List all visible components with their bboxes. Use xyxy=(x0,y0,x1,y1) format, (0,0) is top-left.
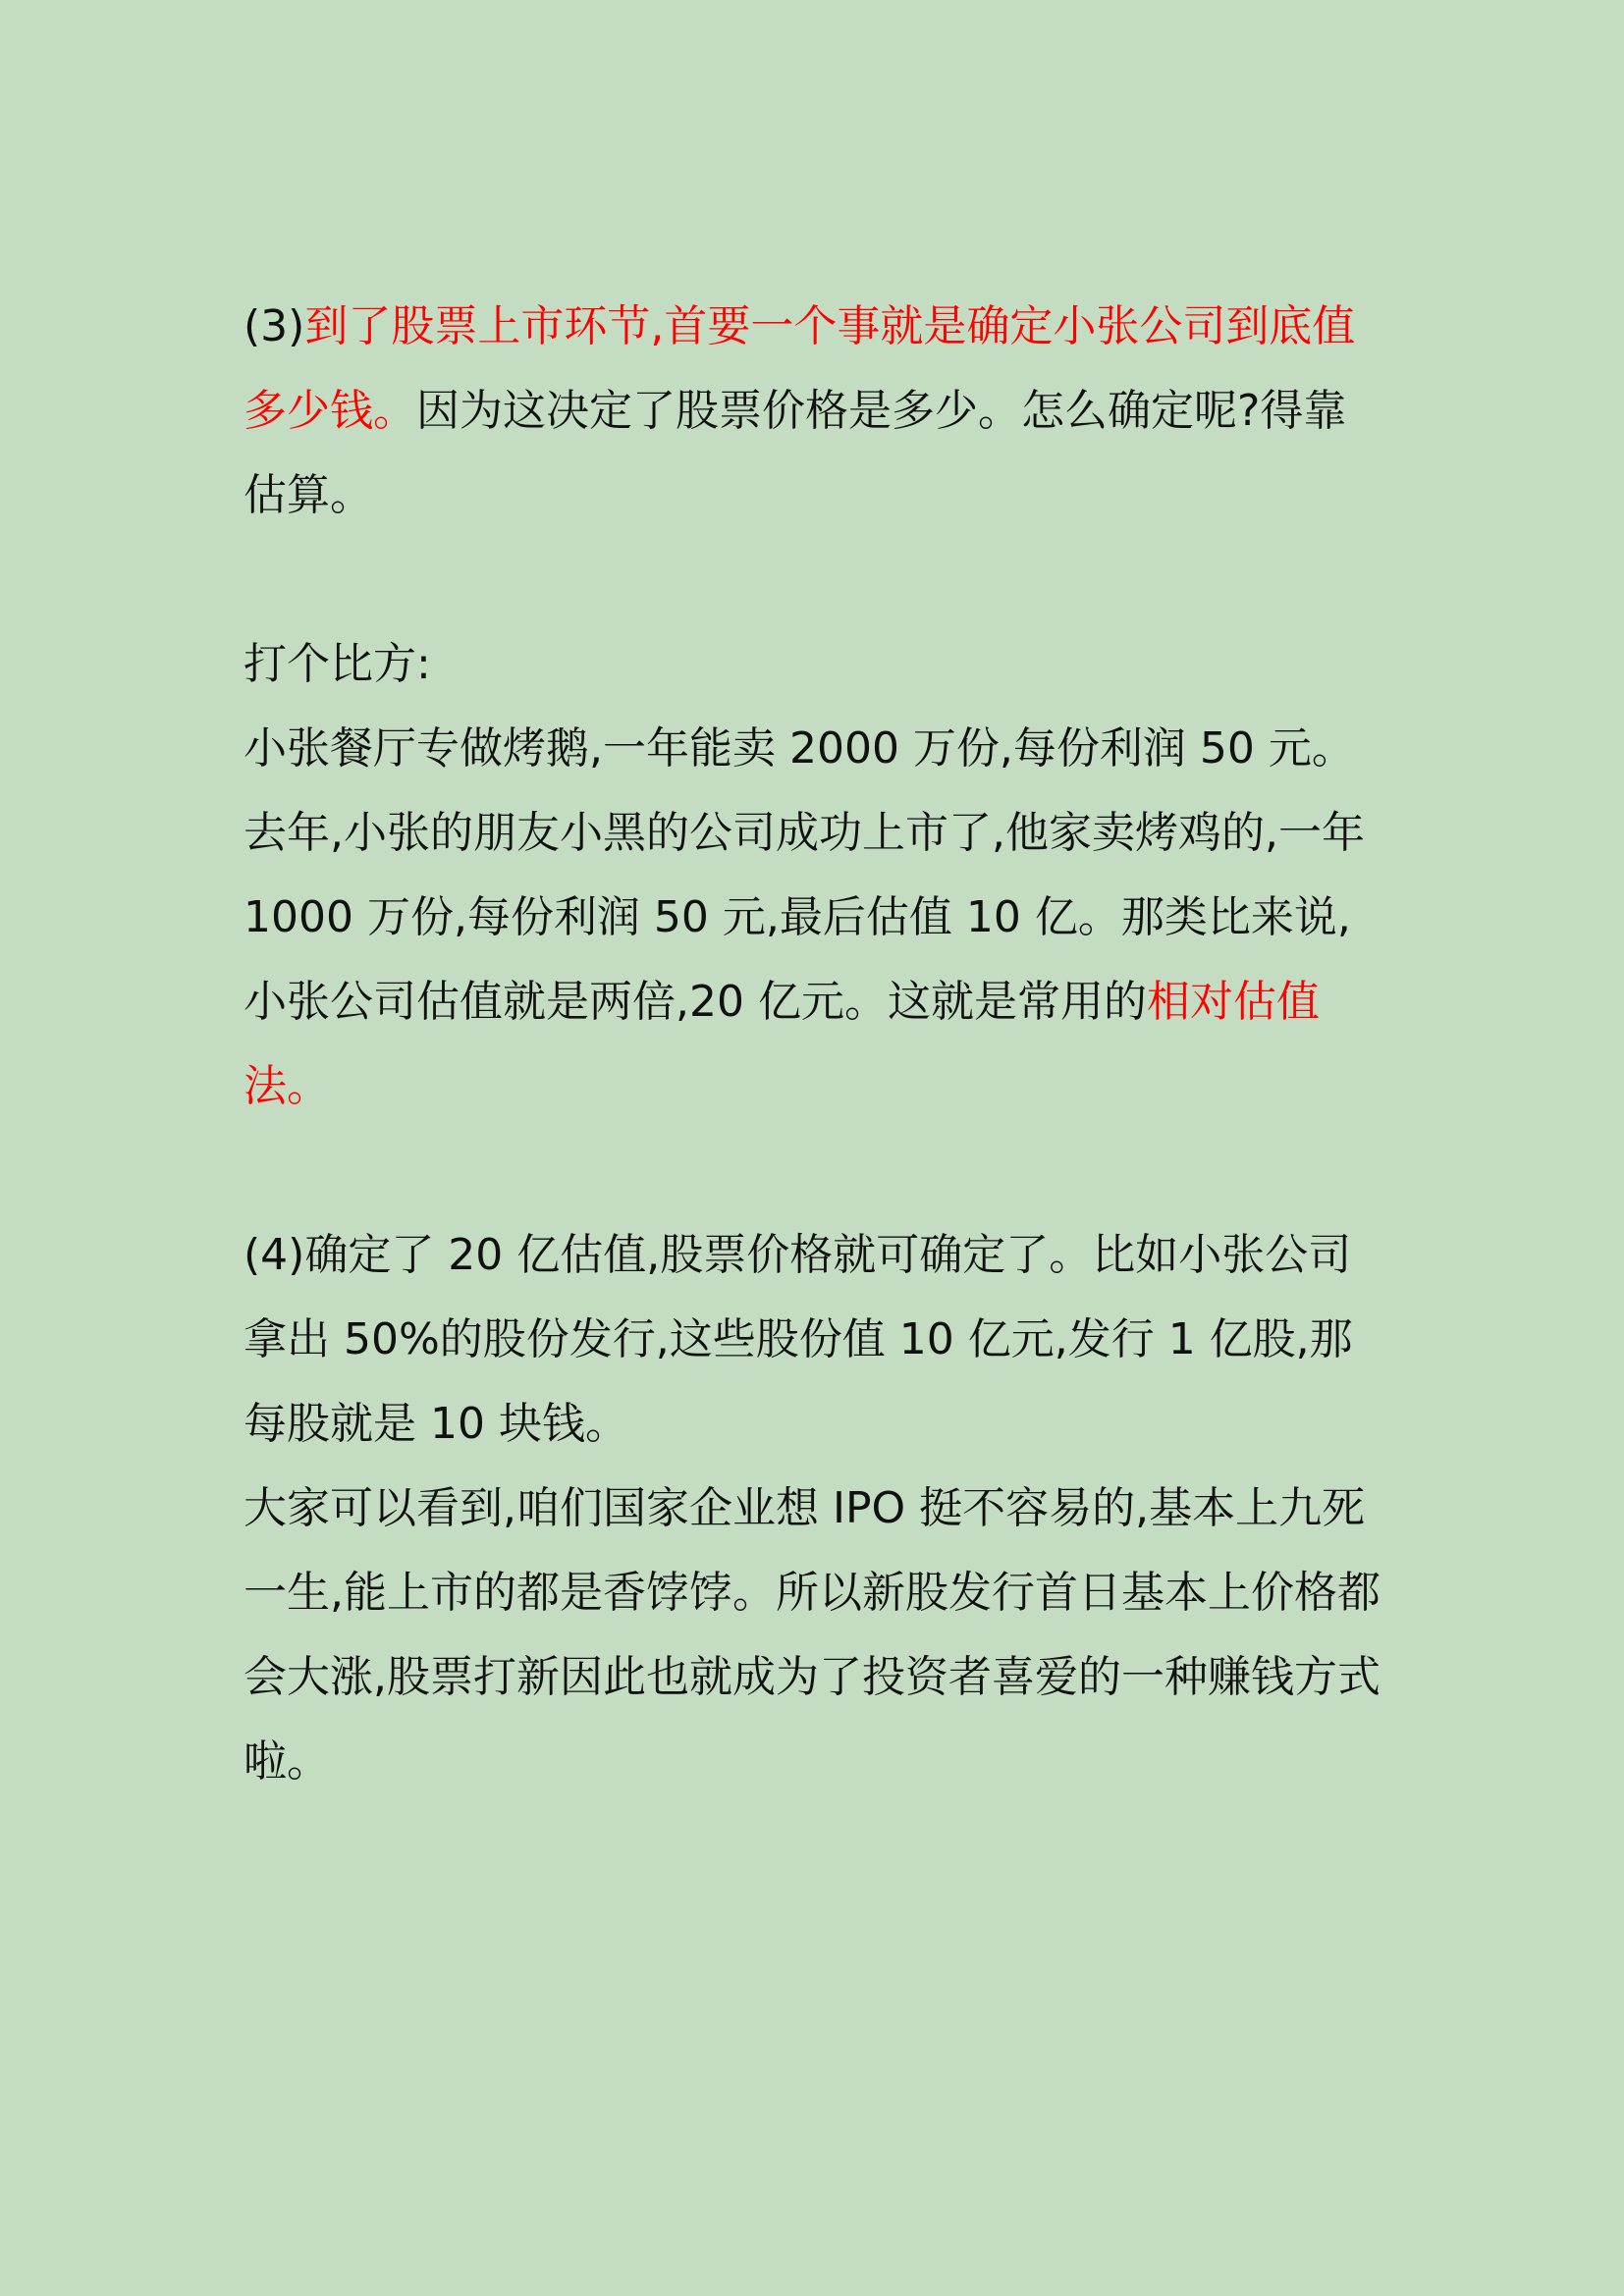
paragraph-example-intro: 打个比方: xyxy=(244,639,431,689)
paragraph-valuation-step xyxy=(244,285,1384,538)
highlighted-term: 相对估值法。 xyxy=(244,977,1320,1111)
paragraph-conclusion: 大家可以看到,咱们国家企业想 IPO 挺不容易的,基本上九死一生,能上市的都是香饽饽。所以新股发行首日基本上价格都会大涨,股票打新因此也就成为了投资者喜爱的一种赚钱方式啦。 xyxy=(244,1483,1380,1787)
body-text: 因为这决定了股票价格是多少。怎么确定呢?得靠估算。 xyxy=(244,386,1347,520)
step-number: (3) xyxy=(244,301,305,351)
paragraph-spacer xyxy=(244,1129,1384,1213)
paragraph-price-step: (4)确定了 20 亿估值,股票价格就可确定了。比如小张公司拿出 50%的股份发行,这些股份值 10 亿元,发行 1 亿股,那每股就是 10 块钱。 xyxy=(244,1230,1353,1449)
document-body xyxy=(244,285,1384,1804)
highlighted-text: 到了股票上市环节,首要一个事就是确定小张公司到底值多少钱。 xyxy=(244,301,1356,436)
paragraph-example xyxy=(244,707,1384,1129)
paragraph-spacer xyxy=(244,538,1384,622)
body-text: 小张餐厅专做烤鹅,一年能卖 2000 万份,每份利润 50 元。去年,小张的朋友小黑的公司成功上市了,他家卖烤鸡的,一年 1000 万份,每份利润 50 元,最后估值 10 亿。那类比来说,小张公司估值就是两倍,20 亿元。这就是常用的 xyxy=(244,723,1365,1027)
